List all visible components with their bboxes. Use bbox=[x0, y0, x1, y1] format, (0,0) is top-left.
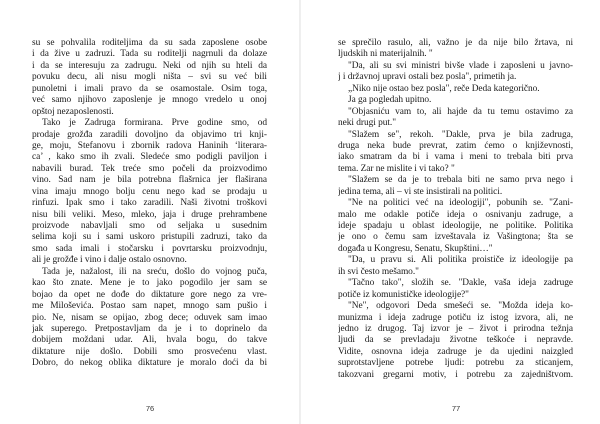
text-line: "Objasniću vam to, ali hajde da tu temu ostavimo za bbox=[348, 106, 573, 117]
text-line: punoletni i imali pravo da se osamostale. Osim toga, bbox=[32, 83, 267, 94]
text-line: i da se interesuju za zadrugu. Neki od njih su hteli da bbox=[32, 60, 267, 71]
left-page bbox=[32, 38, 267, 370]
text-line: jedno iz drugog. Taj izvor je – život i prirodna težnja bbox=[338, 323, 573, 334]
text-line: ih svi često mešamo." bbox=[338, 266, 419, 277]
text-line: "Da, ali su svi ministri bivše vlade i zaposleni u javno- bbox=[348, 60, 573, 71]
text-line: Tako je Zadruga formirana. Prve godine smo, od bbox=[42, 118, 267, 129]
text-line: me Miloševića. Postao sam napet, mnogo sam pušio i bbox=[32, 301, 267, 312]
text-line: Vidite, osnovna ideja zadruge je da ujedini naizgled bbox=[338, 346, 573, 357]
text-line: rinfuzi. Ipak smo i tako zaradili. Naši životni troškovi bbox=[32, 198, 267, 209]
text-line: j i državnoj upravi ostali bez posla", primetih ja. bbox=[338, 72, 517, 83]
text-line: diktature nije došlo. Dobili smo prosvećenu vlast. bbox=[32, 346, 267, 357]
text-line: opštoj nezaposlenosti. bbox=[32, 106, 114, 117]
text-line: tema. Zar ne mislite i vi tako? " bbox=[338, 163, 455, 174]
text-line: Ja ga pogledah upitno. bbox=[348, 95, 432, 106]
text-line: selima koji su i sami uskoro pristupili zadruzi, tako da bbox=[32, 232, 267, 243]
text-line: Tada je, nažalost, ili na sreću, došlo do vojnog puča, bbox=[42, 266, 267, 277]
text-line: takozvani gregarni motiv, i potrebu za zajedništvom. bbox=[338, 369, 573, 380]
text-line: "Slažem se", rekoh. "Dakle, prva je bila zadruga, bbox=[348, 129, 573, 140]
text-line: jak superego. Pretpostavljam da je i to doprinelo da bbox=[32, 323, 267, 334]
text-line: prodaje grožđa zaradili dovoljno da objavimo tri knji- bbox=[32, 129, 267, 140]
text-line: su se pohvalila roditeljima da su sada zaposlene osobe bbox=[32, 38, 267, 48]
text-line: neki drugi put." bbox=[338, 118, 396, 129]
text-line: ali je grožđe i vino i dalje ostalo osnovno. bbox=[32, 255, 187, 266]
text-line: "Slažem se da je to trebala biti ne samo prva nego i bbox=[348, 175, 573, 186]
text-line: ge, moju, Stefanovu i zbornik radova Haninih ‘literara- bbox=[32, 140, 267, 151]
book-gutter bbox=[299, 0, 301, 424]
text-line: i da žive u zadruzi. Tada su roditelji nagrnuli da dolaze bbox=[32, 49, 267, 60]
text-line: proizvode nabavljali smo od seljaka u susednim bbox=[32, 221, 267, 231]
page-number-left: 76 bbox=[145, 404, 155, 413]
text-line: "Ne na politici već na ideologiji", pobunih se. "Zani- bbox=[348, 198, 573, 209]
text-line: "Tačno tako", složih se. "Dakle, vaša ideja zadruge bbox=[348, 278, 573, 289]
text-line: događa u Kongresu, Senatu, Skupštini…" bbox=[338, 243, 493, 254]
text-line: vina imaju mnogo bolju cenu nego kad se prodaju u bbox=[32, 186, 267, 197]
text-line: ljudi da se prevladaju životne teškoće i nepravde. bbox=[338, 335, 573, 346]
text-line: bojao da opet ne dođe do diktature gore nego za vre- bbox=[32, 289, 267, 300]
text-line: je ono o čemu sam izveštavala iz Vašingtona; šta se bbox=[338, 232, 573, 243]
page-number-right: 77 bbox=[451, 404, 461, 413]
text-line: suprotstavljene potrebe ljudi: potrebu za sticanjem, bbox=[338, 358, 573, 369]
text-line: Dobro, do nekog oblika diktature je moralo doći da bi bbox=[32, 358, 267, 369]
text-line: malo me odakle potiče ideja o osnivanju zadruge, a bbox=[338, 209, 573, 220]
text-line: "Ne", odgovori Deda smešeći se. "Možda ideja ko- bbox=[348, 301, 573, 312]
text-line: smo sada imali i stočarsku i povrtarsku proizvodnju, bbox=[32, 243, 267, 254]
text-line: se sprečilo rasulo, ali, važno je da nije bilo žrtava, ni bbox=[338, 38, 573, 48]
text-line: ljudskih ni materijalnih. " bbox=[338, 49, 433, 60]
text-line: već samo njihovo zaposlenje je mnogo vredelo u onoj bbox=[32, 95, 267, 106]
text-line: dobijem moždani udar. Ali, hvala bogu, do takve bbox=[32, 335, 267, 346]
text-line: ca’ , kako smo ih zvali. Sledeće smo podigli paviljon i bbox=[32, 152, 267, 163]
text-line: povuku decu, ali nisu mogli ništa – svi su već bili bbox=[32, 72, 267, 83]
text-line: pio. Ne, nisam se opijao, zbog dece; oduvek sam imao bbox=[32, 312, 267, 323]
text-line: nisu bili veliki. Meso, mleko, jaja i druge prehrambene bbox=[32, 209, 267, 220]
text-line: druga neka bude prevrat, zatim ćemo o književnosti, bbox=[338, 140, 573, 151]
text-line: potiče iz komunističke ideologije?" bbox=[338, 289, 469, 300]
text-line: „Niko nije ostao bez posla", reče Deda kategorično. bbox=[348, 83, 540, 94]
text-line: vino. Sad nam je bila potrebna flašrnica jer flaširana bbox=[32, 175, 267, 186]
text-line: "Da, u pravu si. Ali politika proističe iz ideologije pa bbox=[348, 255, 573, 266]
text-line: iako smatram da bi i vama i meni to trebala biti prva bbox=[338, 152, 573, 163]
text-line: munizma i ideja zadruge potiču iz istog izvora, ali, ne bbox=[338, 312, 573, 323]
text-line: ideje spadaju u oblast ideologije, ne politike. Politika bbox=[338, 221, 573, 231]
text-line: jedina tema, ali – vi ste insistirali na politici. bbox=[338, 186, 503, 197]
right-page bbox=[338, 38, 573, 381]
text-line: kao što znate. Mene je to jako pogodilo jer sam se bbox=[32, 278, 267, 289]
text-line: nabavili burad. Tek treće smo počeli da proizvodimo bbox=[32, 163, 267, 174]
